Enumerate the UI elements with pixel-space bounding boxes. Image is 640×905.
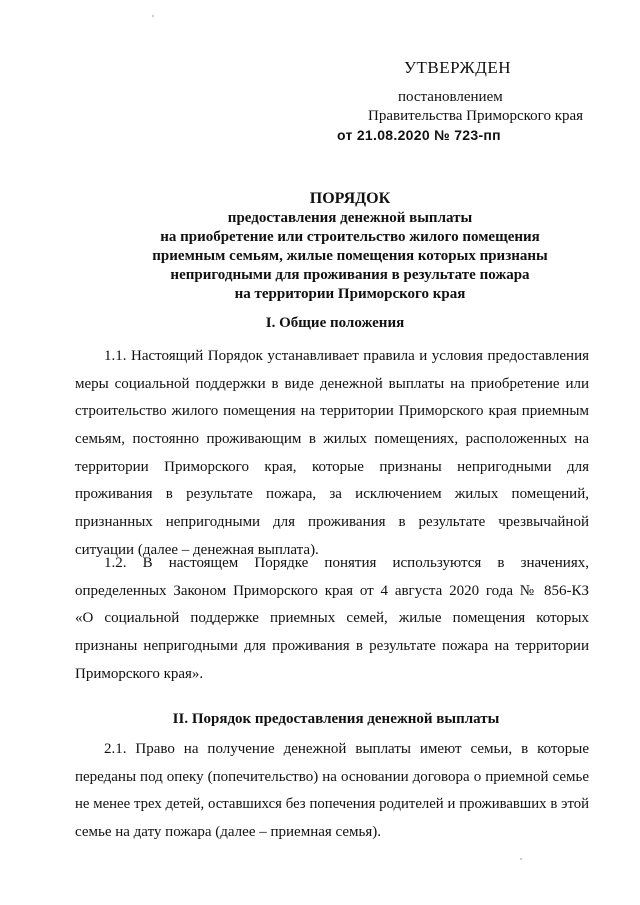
text-line: территории Приморского края, которые признаны непригодными для	[75, 458, 589, 475]
text-line: определенных Законом Приморского края от 4 августа 2020 года № 856-КЗ	[75, 582, 589, 599]
scan-speck	[520, 858, 522, 860]
text-line: 2.1. Право на получение денежной выплаты имеют семьи, в которые	[104, 741, 589, 757]
scan-speck	[152, 15, 154, 17]
section-heading-payment-procedure: II. Порядок предоставления денежной выплаты	[172, 711, 500, 727]
text-line: проживания в результате пожара, за исключением жилых помещений,	[75, 486, 589, 503]
approval-line-resolution: постановлением	[398, 89, 503, 105]
document-title-line: предоставления денежной выплаты	[227, 210, 473, 226]
text-line: «О социальной поддержке приемных семей, жилые помещения которых	[75, 610, 589, 627]
text-line: признаны непригодными для проживания в результате пожара на территории	[75, 638, 589, 655]
text-line: меры социальной поддержки в виде денежной выплаты на приобретение или	[75, 375, 589, 392]
document-title-line: непригодными для проживания в результате пожара	[170, 267, 530, 283]
text-line: Приморского края».	[75, 665, 204, 682]
text-line: строительство жилого помещения на территории Приморского края приемным	[75, 403, 589, 420]
text-line: семье на дату пожара (далее – приемная семья).	[75, 824, 381, 841]
section-heading-general: I. Общие положения	[265, 315, 405, 331]
text-line: семьям, постоянно проживающим в жилых помещениях, расположенных на	[75, 431, 589, 448]
text-line: 1.2. В настоящем Порядке понятия используются в значениях,	[104, 555, 589, 571]
document-title	[0, 189, 640, 304]
approval-title: УТВЕРЖДЕН	[404, 58, 511, 77]
text-line: признанных непригодными для проживания в результате чрезвычайной	[75, 514, 589, 531]
document-title-line: на территории Приморского края	[234, 286, 466, 302]
text-line: 1.1. Настоящий Порядок устанавливает правила и условия предоставления	[104, 348, 589, 364]
paragraph-2-1	[75, 736, 589, 847]
approval-line-government: Правительства Приморского края	[368, 108, 584, 124]
paragraph-1-1	[75, 343, 589, 565]
text-line: не менее трех детей, оставшихся без попечения родителей и проживавших в этой	[75, 796, 589, 813]
document-title-line: приемным семьям, жилые помещения которых признаны	[152, 248, 548, 264]
text-line: переданы под опеку (попечительство) на основании договора о приемной семье	[75, 768, 589, 785]
document-title-line: на приобретение или строительство жилого помещения	[160, 229, 540, 245]
text-line: ситуации (далее – денежная выплата).	[75, 541, 319, 558]
document-title-main: ПОРЯДОК	[309, 190, 391, 207]
approval-date-number-stamp: от 21.08.2020 № 723-пп	[337, 127, 501, 143]
paragraph-1-2	[75, 550, 589, 688]
